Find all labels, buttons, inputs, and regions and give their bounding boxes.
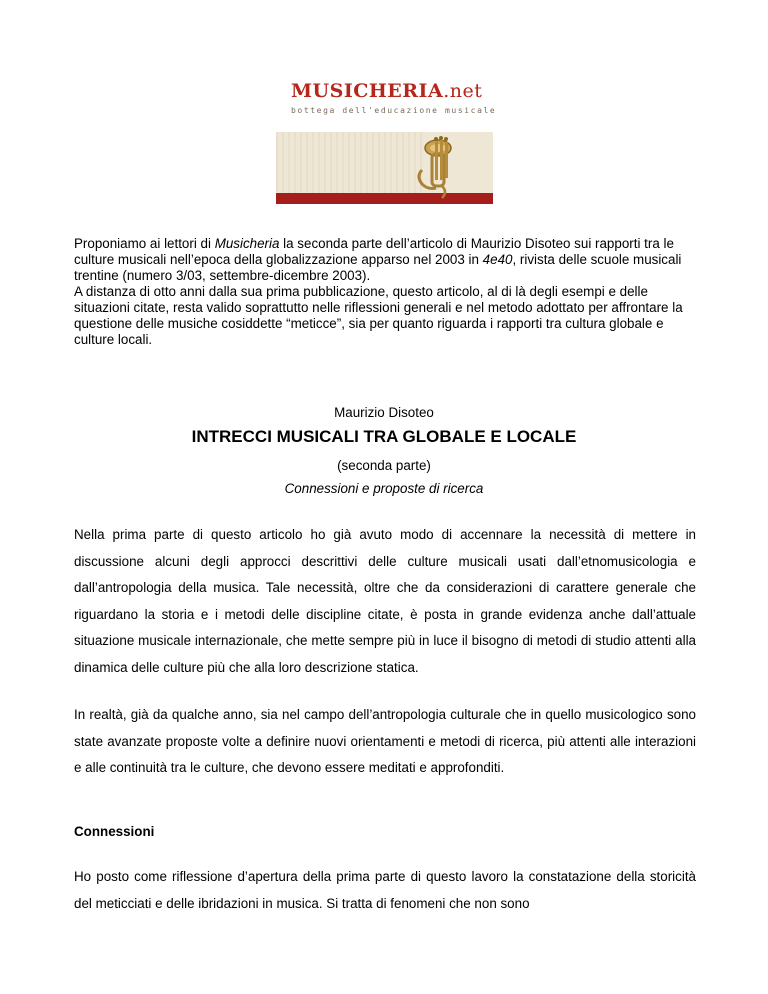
body-paragraph: Nella prima parte di questo articolo ho già avuto modo di accennare la necessità di mettere in discussione alcuni degli approcci descrittivi delle culture musicali usati dall’etnomusicologia e dall’antropologia della musica. Tale necessità, oltre che da considerazioni di carattere generale che riguardano la storia e i metodi delle discipline citate, è posta in grande evidenza anche dall’attuale situazione musicale internazionale, che mette sempre più in luce il bisogno di metodi di studio attenti alla dinamica delle culture più che alla loro descrizione statica. <box>74 527 696 675</box>
logo-suffix: .net <box>443 80 483 102</box>
trumpet-icon <box>402 130 462 204</box>
article-title: INTRECCI MUSICALI TRA GLOBALE E LOCALE <box>191 427 577 446</box>
intro-text: la seconda parte dell’articolo di Maurizio Disoteo sui rapporti tra le culture musicali nell’epoca della globalizzazione apparso nel 2003 in <box>74 236 674 267</box>
intro-text: Proponiamo ai lettori di <box>74 236 215 251</box>
logo-main: MUSICHERIA <box>291 80 444 102</box>
intro-text: A distanza di otto anni dalla sua prima pubblicazione, questo articolo, al di là degli esempi e delle situazioni citate, resta valido soprattutto nelle riflessioni generali e nel metodo adottato per affrontare la questione delle musiche cosiddette “meticce”, sia per quanto riguarda i rapporti tra cultura globale e culture locali. <box>74 284 683 347</box>
logo-wordmark <box>291 80 491 102</box>
intro-magazine-name: Musicheria <box>214 236 280 251</box>
site-logo[interactable] <box>291 80 497 115</box>
article-author: Maurizio Disoteo <box>334 405 434 420</box>
article-subhead: Connessioni e proposte di ricerca <box>284 481 484 496</box>
article-subtitle: (seconda parte) <box>337 458 431 473</box>
logo-tagline: bottega dell'educazione musicale <box>291 106 497 115</box>
intro-journal-name: 4e40 <box>482 252 513 267</box>
intro-paragraph <box>74 236 704 348</box>
section-heading: Connessioni <box>74 824 155 839</box>
body-paragraph: Ho posto come riflessione d’apertura della prima parte di questo lavoro la constatazione della storicità del meticciati e delle ibridazioni in musica. Si tratta di fenomeni che non sono <box>74 869 696 911</box>
body-paragraph: In realtà, già da qualche anno, sia nel campo dell’antropologia culturale che in quello musicologico sono state avanzate proposte volte a definire nuovi orientamenti e metodi di ricerca, più attenti alle interazioni e alle continuità tra le culture, che devono essere meditati e approfonditi. <box>74 707 696 775</box>
intro-text: , rivista delle scuole musicali trentine (numero 3/03, settembre-dicembre 2003). <box>74 252 682 283</box>
